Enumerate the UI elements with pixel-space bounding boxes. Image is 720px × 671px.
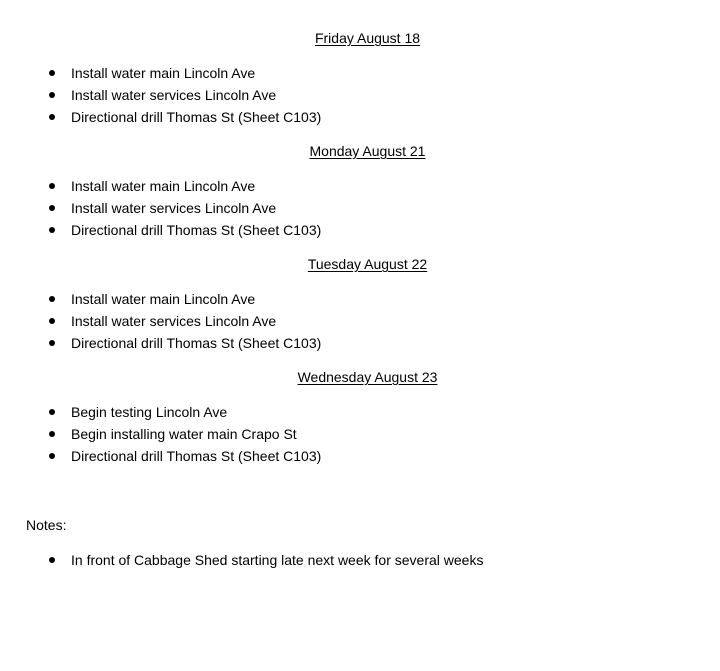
bullet-icon bbox=[49, 92, 55, 98]
list-item bbox=[48, 403, 321, 425]
bullet-icon bbox=[49, 557, 55, 563]
notes-label: Notes: bbox=[26, 517, 67, 533]
list-item bbox=[48, 447, 321, 469]
bullet-icon bbox=[49, 227, 55, 233]
list-item bbox=[48, 64, 321, 86]
task-text: Install water main Lincoln Ave bbox=[71, 178, 256, 194]
list-item bbox=[48, 221, 321, 243]
bullet-icon bbox=[49, 340, 55, 346]
task-text: Directional drill Thomas St (Sheet C103) bbox=[71, 335, 322, 351]
list-item bbox=[48, 425, 321, 447]
task-list-wednesday bbox=[48, 403, 321, 469]
bullet-icon bbox=[49, 114, 55, 120]
bullet-icon bbox=[49, 183, 55, 189]
day-heading-friday: Friday August 18 bbox=[314, 30, 421, 46]
task-text: Directional drill Thomas St (Sheet C103) bbox=[71, 448, 322, 464]
task-text: Begin testing Lincoln Ave bbox=[71, 404, 228, 420]
bullet-icon bbox=[49, 70, 55, 76]
list-item bbox=[48, 334, 321, 356]
task-text: Install water services Lincoln Ave bbox=[71, 87, 277, 103]
task-list-monday bbox=[48, 177, 321, 243]
task-text: Directional drill Thomas St (Sheet C103) bbox=[71, 222, 322, 238]
bullet-icon bbox=[49, 453, 55, 459]
bullet-icon bbox=[49, 296, 55, 302]
list-item bbox=[48, 86, 321, 108]
task-text: Install water services Lincoln Ave bbox=[71, 313, 277, 329]
task-text: Directional drill Thomas St (Sheet C103) bbox=[71, 109, 322, 125]
task-text: Install water main Lincoln Ave bbox=[71, 65, 256, 81]
list-item bbox=[48, 199, 321, 221]
task-list-tuesday bbox=[48, 290, 321, 356]
task-text: Begin installing water main Crapo St bbox=[71, 426, 297, 442]
day-heading-wednesday: Wednesday August 23 bbox=[297, 369, 438, 385]
bullet-icon bbox=[49, 409, 55, 415]
list-item bbox=[48, 108, 321, 130]
list-item bbox=[48, 551, 483, 573]
task-text: Install water services Lincoln Ave bbox=[71, 200, 277, 216]
day-heading-tuesday: Tuesday August 22 bbox=[307, 256, 428, 272]
task-text: Install water main Lincoln Ave bbox=[71, 291, 256, 307]
note-text: In front of Cabbage Shed starting late next week for several weeks bbox=[71, 552, 484, 568]
notes-list bbox=[48, 551, 483, 573]
bullet-icon bbox=[49, 431, 55, 437]
list-item bbox=[48, 312, 321, 334]
bullet-icon bbox=[49, 318, 55, 324]
bullet-icon bbox=[49, 205, 55, 211]
day-heading-monday: Monday August 21 bbox=[309, 143, 426, 159]
list-item bbox=[48, 177, 321, 199]
task-list-friday bbox=[48, 64, 321, 130]
list-item bbox=[48, 290, 321, 312]
